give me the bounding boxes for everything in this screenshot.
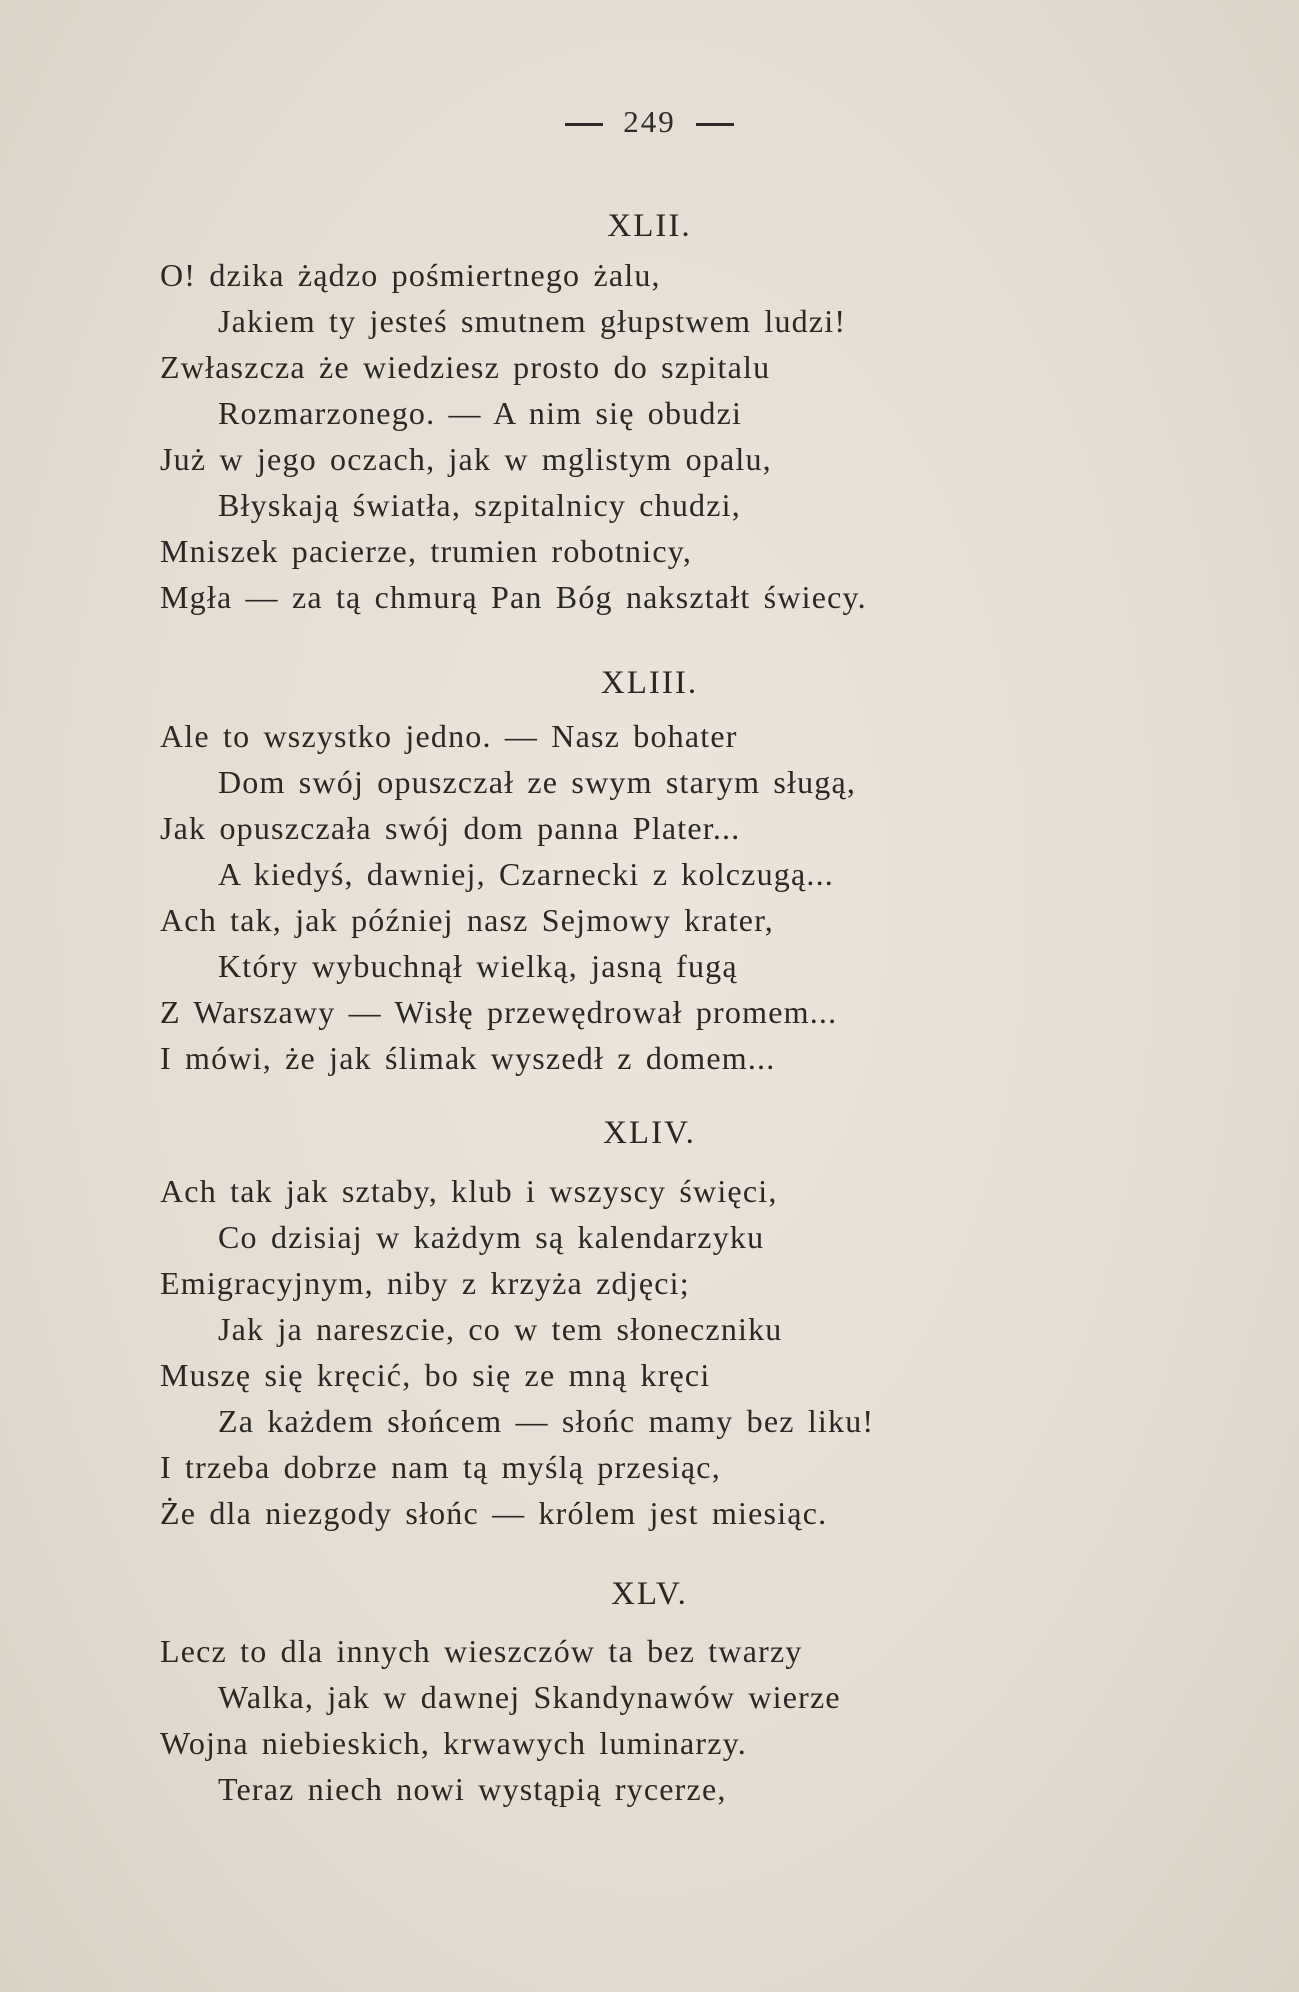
verse-line: Emigracyjnym, niby z krzyża zdjęci; (160, 1265, 690, 1301)
verse-line: Błyskają światła, szpitalnicy chudzi, (218, 487, 741, 523)
verse-line: Co dzisiaj w każdym są kalendarzyku (218, 1219, 765, 1255)
verse-line: Jakiem ty jesteś smutnem głupstwem ludzi! (218, 303, 847, 339)
stanza-title-xliv: XLIV. (603, 1115, 696, 1151)
stanza-title-xlii: XLII. (607, 208, 692, 244)
verse-line: Który wybuchnął wielką, jasną fugą (218, 948, 738, 984)
verse-line: Zwłaszcza że wiedziesz prosto do szpitalu (160, 349, 771, 385)
verse-line: Lecz to dla innych wieszczów ta bez twarzy (160, 1633, 803, 1669)
stanza-xliii (160, 713, 1060, 1081)
stanza-xlv (160, 1628, 1060, 1812)
verse-line: Jak ja nareszcie, co w tem słoneczniku (218, 1311, 783, 1347)
right-dash (696, 123, 734, 126)
verse-line: Już w jego oczach, jak w mglistym opalu, (160, 441, 772, 477)
stanza-title-xliii: XLIII. (600, 665, 699, 701)
verse-line: I mówi, że jak ślimak wyszedł z domem... (160, 1040, 776, 1076)
stanza-xliv (160, 1168, 1060, 1536)
verse-line: Rozmarzonego. — A nim się obudzi (218, 395, 743, 431)
verse-line: Z Warszawy — Wisłę przewędrował promem... (160, 994, 838, 1030)
verse-line: I trzeba dobrze nam tą myślą przesiąc, (160, 1449, 721, 1485)
stanza-xlii (160, 252, 1060, 620)
page-number: 249 (623, 104, 676, 139)
verse-line: Wojna niebieskich, krwawych luminarzy. (160, 1725, 748, 1761)
verse-line: Ach tak jak sztaby, klub i wszyscy święci, (160, 1173, 778, 1209)
verse-line: Mgła — za tą chmurą Pan Bóg nakształt świecy. (160, 579, 867, 615)
verse-line: Za każdem słońcem — słońc mamy bez liku! (218, 1403, 875, 1439)
verse-line: Że dla niezgody słońc — królem jest miesiąc. (160, 1495, 828, 1531)
verse-line: Walka, jak w dawnej Skandynawów wierze (218, 1679, 841, 1715)
verse-line: Mniszek pacierze, trumien robotnicy, (160, 533, 693, 569)
left-dash (565, 123, 603, 126)
page-number-header (0, 104, 1299, 140)
verse-line: O! dzika żądzo pośmiertnego żalu, (160, 257, 661, 293)
stanza-title-xlv: XLV. (611, 1576, 688, 1612)
verse-line: Ale to wszystko jedno. — Nasz bohater (160, 718, 738, 754)
verse-line: Ach tak, jak później nasz Sejmowy krater, (160, 902, 774, 938)
verse-line: A kiedyś, dawniej, Czarnecki z kolczugą... (218, 856, 834, 892)
verse-line: Muszę się kręcić, bo się ze mną kręci (160, 1357, 711, 1393)
verse-line: Jak opuszczała swój dom panna Plater... (160, 810, 741, 846)
verse-line: Dom swój opuszczał ze swym starym sługą, (218, 764, 857, 800)
verse-line: Teraz niech nowi wystąpią rycerze, (218, 1771, 727, 1807)
